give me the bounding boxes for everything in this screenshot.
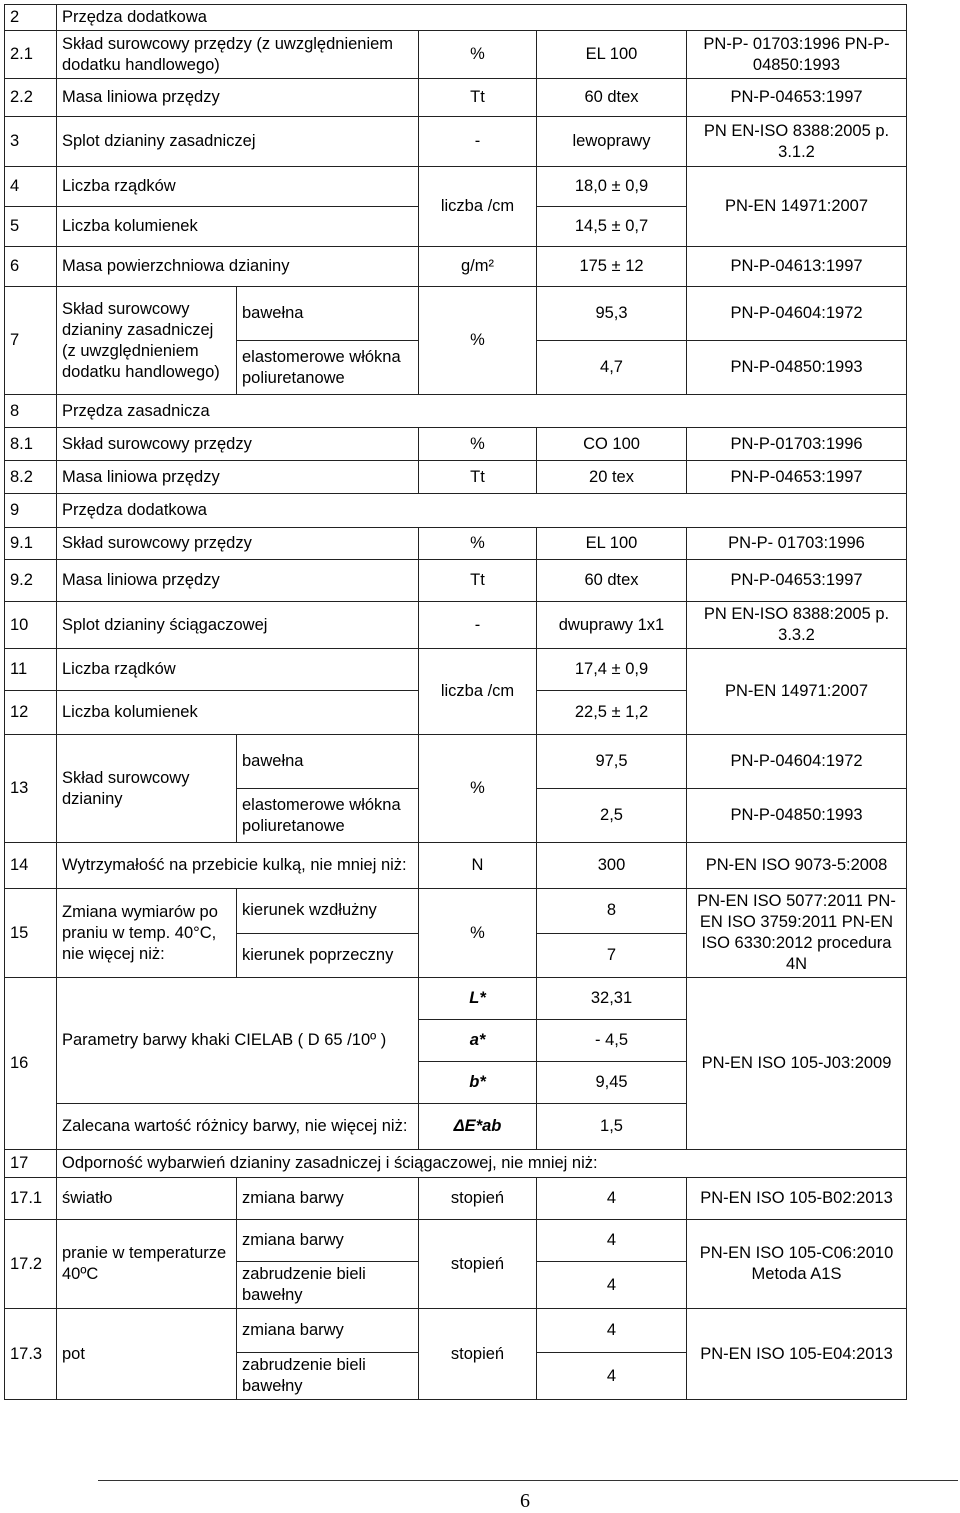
row-number: 17.2	[5, 1220, 57, 1309]
value-cell: 2,5	[537, 789, 687, 843]
table-row	[5, 247, 907, 287]
value-cell: 14,5 ± 0,7	[537, 207, 687, 247]
value-cell: 8	[537, 889, 687, 934]
footer-rule	[98, 1480, 958, 1481]
table-row	[5, 1178, 907, 1220]
norm-cell: PN-P-04604:1972	[687, 735, 907, 789]
row-number: 4	[5, 167, 57, 207]
norm-cell: PN-P-04850:1993	[687, 789, 907, 843]
value-cell: 22,5 ± 1,2	[537, 691, 687, 735]
unit-cell: Tt	[419, 79, 537, 117]
norm-cell: PN-P-01703:1996	[687, 428, 907, 461]
norm-cell: PN-EN ISO 105-B02:2013	[687, 1178, 907, 1220]
value-cell: 20 tex	[537, 461, 687, 494]
unit-cell: stopień	[419, 1220, 537, 1309]
specification-table	[4, 4, 907, 1400]
unit-cell: stopień	[419, 1178, 537, 1220]
unit-cell: %	[419, 735, 537, 843]
table-row	[5, 1220, 907, 1262]
norm-cell: PN-P-04653:1997	[687, 461, 907, 494]
norm-cell: PN-EN 14971:2007	[687, 649, 907, 735]
unit-cell: liczba /cm	[419, 167, 537, 247]
color-coordinate-label: L*	[419, 978, 537, 1020]
norm-cell: PN-P-04653:1997	[687, 79, 907, 117]
row-number: 7	[5, 287, 57, 395]
value-cell: 4	[537, 1262, 687, 1309]
value-cell: 60 dtex	[537, 79, 687, 117]
norm-cell: PN-EN ISO 105-E04:2013	[687, 1309, 907, 1400]
table-row	[5, 117, 907, 167]
sub-parameter: kierunek wzdłużny	[237, 889, 419, 934]
row-number: 5	[5, 207, 57, 247]
row-number: 6	[5, 247, 57, 287]
parameter-name: Masa liniowa przędzy	[57, 79, 419, 117]
table-row	[5, 843, 907, 889]
row-number: 16	[5, 978, 57, 1150]
parameter-name: pranie w temperaturze 40ºC	[57, 1220, 237, 1309]
table-row	[5, 889, 907, 934]
sub-parameter: bawełna	[237, 735, 419, 789]
norm-cell: PN-P-04653:1997	[687, 560, 907, 602]
parameter-name: Skład surowcowy przędzy	[57, 528, 419, 560]
unit-cell: -	[419, 602, 537, 649]
row-number: 11	[5, 649, 57, 691]
norm-cell: PN-P-04604:1972	[687, 287, 907, 341]
color-coordinate-label: a*	[419, 1020, 537, 1062]
parameter-name: Liczba kolumienek	[57, 691, 419, 735]
value-cell: 4	[537, 1220, 687, 1262]
parameter-name: Zmiana wymiarów po praniu w temp. 40°C, nie więcej niż:	[57, 889, 237, 978]
row-number: 14	[5, 843, 57, 889]
parameter-name: Splot dzianiny zasadniczej	[57, 117, 419, 167]
row-number: 17.1	[5, 1178, 57, 1220]
row-number: 3	[5, 117, 57, 167]
value-cell: 95,3	[537, 287, 687, 341]
sub-parameter: kierunek poprzeczny	[237, 933, 419, 978]
norm-cell: PN-EN ISO 105-J03:2009	[687, 978, 907, 1150]
row-number: 13	[5, 735, 57, 843]
row-number: 9	[5, 494, 57, 528]
unit-cell: %	[419, 528, 537, 560]
parameter-name: Masa liniowa przędzy	[57, 560, 419, 602]
unit-cell: g/m²	[419, 247, 537, 287]
norm-cell: PN-P- 01703:1996 PN-P-04850:1993	[687, 31, 907, 79]
sub-parameter: zabrudzenie bieli bawełny	[237, 1262, 419, 1309]
parameter-name: Parametry barwy khaki CIELAB ( D 65 /10º )	[57, 978, 419, 1104]
unit-cell: liczba /cm	[419, 649, 537, 735]
table-row	[5, 528, 907, 560]
unit-cell: %	[419, 428, 537, 461]
row-number: 9.1	[5, 528, 57, 560]
value-cell: 17,4 ± 0,9	[537, 649, 687, 691]
norm-cell: PN-P- 01703:1996	[687, 528, 907, 560]
table-row	[5, 1309, 907, 1353]
value-cell: 9,45	[537, 1062, 687, 1104]
table-row	[5, 428, 907, 461]
value-cell: 4	[537, 1309, 687, 1353]
table-row	[5, 461, 907, 494]
table-row	[5, 1150, 907, 1178]
parameter-name: Zalecana wartość różnicy barwy, nie więcej niż:	[57, 1104, 419, 1150]
value-cell: 18,0 ± 0,9	[537, 167, 687, 207]
unit-cell: -	[419, 117, 537, 167]
sub-parameter: zmiana barwy	[237, 1309, 419, 1353]
parameter-name: Skład surowcowy dzianiny zasadniczej (z uwzględnieniem dodatku handlowego)	[57, 287, 237, 395]
norm-cell: PN-P-04850:1993	[687, 341, 907, 395]
sub-parameter: elastomerowe włókna poliuretanowe	[237, 341, 419, 395]
unit-cell: %	[419, 889, 537, 978]
row-number: 8.1	[5, 428, 57, 461]
table-row	[5, 560, 907, 602]
value-cell: 4	[537, 1353, 687, 1400]
value-cell: dwuprawy 1x1	[537, 602, 687, 649]
value-cell: 1,5	[537, 1104, 687, 1150]
section-title: Przędza dodatkowa	[57, 5, 907, 31]
value-cell: - 4,5	[537, 1020, 687, 1062]
parameter-name: Splot dzianiny ściągaczowej	[57, 602, 419, 649]
row-number: 15	[5, 889, 57, 978]
table-row	[5, 287, 907, 341]
table-row	[5, 494, 907, 528]
unit-cell: N	[419, 843, 537, 889]
norm-cell: PN EN-ISO 8388:2005 p. 3.1.2	[687, 117, 907, 167]
parameter-name: pot	[57, 1309, 237, 1400]
unit-cell: Tt	[419, 461, 537, 494]
parameter-name: Wytrzymałość na przebicie kulką, nie mniej niż:	[57, 843, 419, 889]
unit-cell: stopień	[419, 1309, 537, 1400]
row-number: 2.1	[5, 31, 57, 79]
parameter-name: Liczba rządków	[57, 649, 419, 691]
table-row	[5, 5, 907, 31]
row-number: 2	[5, 5, 57, 31]
norm-cell: PN EN-ISO 8388:2005 p. 3.3.2	[687, 602, 907, 649]
value-cell: EL 100	[537, 528, 687, 560]
section-title: Przędza zasadnicza	[57, 395, 907, 428]
unit-cell: %	[419, 287, 537, 395]
norm-cell: PN-EN ISO 9073-5:2008	[687, 843, 907, 889]
sub-parameter: zmiana barwy	[237, 1178, 419, 1220]
section-title: Przędza dodatkowa	[57, 494, 907, 528]
parameter-name: Skład surowcowy dzianiny	[57, 735, 237, 843]
norm-cell: PN-EN ISO 105-C06:2010 Metoda A1S	[687, 1220, 907, 1309]
table-row	[5, 735, 907, 789]
value-cell: 4,7	[537, 341, 687, 395]
value-cell: lewoprawy	[537, 117, 687, 167]
parameter-name: Skład surowcowy przędzy	[57, 428, 419, 461]
norm-cell: PN-EN ISO 5077:2011 PN-EN ISO 3759:2011 PN-EN ISO 6330:2012 procedura 4N	[687, 889, 907, 978]
row-number: 8.2	[5, 461, 57, 494]
row-number: 8	[5, 395, 57, 428]
table-row	[5, 395, 907, 428]
value-cell: CO 100	[537, 428, 687, 461]
table-row	[5, 978, 907, 1020]
sub-parameter: elastomerowe włókna poliuretanowe	[237, 789, 419, 843]
section-title: Odporność wybarwień dzianiny zasadniczej i ściągaczowej, nie mniej niż:	[57, 1150, 907, 1178]
parameter-name: Liczba rządków	[57, 167, 419, 207]
value-cell: 97,5	[537, 735, 687, 789]
value-cell: 7	[537, 933, 687, 978]
table-row	[5, 649, 907, 691]
table-row	[5, 31, 907, 79]
unit-cell: Tt	[419, 560, 537, 602]
row-number: 17	[5, 1150, 57, 1178]
sub-parameter: zabrudzenie bieli bawełny	[237, 1353, 419, 1400]
row-number: 12	[5, 691, 57, 735]
norm-cell: PN-P-04613:1997	[687, 247, 907, 287]
parameter-name: Masa powierzchniowa dzianiny	[57, 247, 419, 287]
table-row	[5, 167, 907, 207]
row-number: 10	[5, 602, 57, 649]
parameter-name: światło	[57, 1178, 237, 1220]
parameter-name: Liczba kolumienek	[57, 207, 419, 247]
color-coordinate-label: b*	[419, 1062, 537, 1104]
row-number: 9.2	[5, 560, 57, 602]
sub-parameter: zmiana barwy	[237, 1220, 419, 1262]
sub-parameter: bawełna	[237, 287, 419, 341]
parameter-name: Skład surowcowy przędzy (z uwzględnieniem dodatku handlowego)	[57, 31, 419, 79]
value-cell: 32,31	[537, 978, 687, 1020]
value-cell: 4	[537, 1178, 687, 1220]
norm-cell: PN-EN 14971:2007	[687, 167, 907, 247]
value-cell: EL 100	[537, 31, 687, 79]
value-cell: 175 ± 12	[537, 247, 687, 287]
row-number: 17.3	[5, 1309, 57, 1400]
page-number: 6	[520, 1490, 530, 1512]
color-difference-label: ΔE*ab	[419, 1104, 537, 1150]
value-cell: 60 dtex	[537, 560, 687, 602]
unit-cell: %	[419, 31, 537, 79]
parameter-name: Masa liniowa przędzy	[57, 461, 419, 494]
table-row	[5, 79, 907, 117]
table-row	[5, 602, 907, 649]
row-number: 2.2	[5, 79, 57, 117]
value-cell: 300	[537, 843, 687, 889]
